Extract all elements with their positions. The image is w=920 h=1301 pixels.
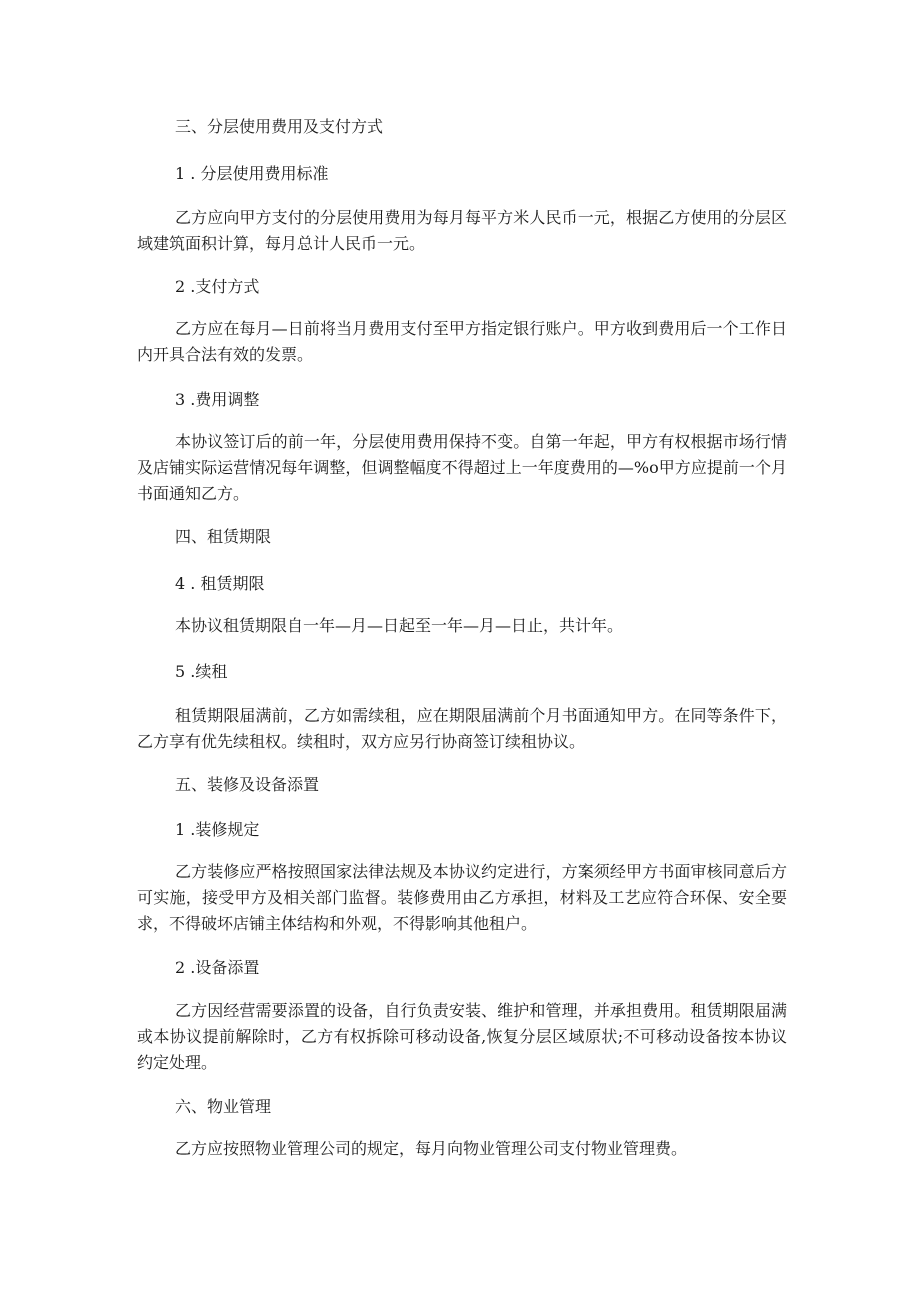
paragraph-property-management: 乙方应按照物业管理公司的规定，每月向物业管理公司支付物业管理费。 [175, 1139, 688, 1158]
paragraph-lease-term: 本协议租赁期限自一年—月—日起至一年—月—日止，共计年。 [175, 616, 624, 635]
item-title-fee-adjustment: 3 .费用调整 [175, 390, 260, 409]
item-title-equipment: 2 .设备添置 [175, 958, 260, 977]
paragraph-payment-method: 乙方应在每月—日前将当月费用支付至甲方指定银行账户。甲方收到费用后一个工作日内开具合法有效的发票。 [137, 319, 787, 364]
section-heading-property-management: 六、物业管理 [175, 1097, 272, 1116]
item-title-fee-standard: 1 . 分层使用费用标准 [175, 164, 329, 183]
item-title-payment-method: 2 .支付方式 [175, 277, 260, 296]
paragraph-equipment: 乙方因经营需要添置的设备，自行负责安装、维护和管理，并承担费用。租赁期限届满或本协议提前解除时，乙方有权拆除可移动设备,恢复分层区域原状;不可移动设备按本协议约定处理。 [137, 1001, 787, 1072]
paragraph-fee-adjustment: 本协议签订后的前一年，分层使用费用保持不变。自第一年起，甲方有权根据市场行情及店铺实际运营情况每年调整，但调整幅度不得超过上一年度费用的—%o甲方应提前一个月书面通知乙方。 [137, 432, 787, 503]
section-heading-lease-term: 四、租赁期限 [175, 527, 272, 546]
item-title-renewal: 5 .续租 [175, 662, 228, 681]
paragraph-decoration-rules: 乙方装修应严格按照国家法律法规及本协议约定进行，方案须经甲方书面审核同意后方可实施，接受甲方及相关部门监督。装修费用由乙方承担，材料及工艺应符合环保、安全要求，不得破坏店铺主体结构和外观，不得影响其他租户。 [137, 862, 787, 933]
section-heading-decoration: 五、装修及设备添置 [175, 775, 320, 794]
item-title-decoration-rules: 1 .装修规定 [175, 820, 260, 839]
item-title-lease-term: 4 . 租赁期限 [175, 574, 265, 593]
paragraph-renewal: 租赁期限届满前，乙方如需续租，应在期限届满前个月书面通知甲方。在同等条件下，乙方享有优先续租权。续租时，双方应另行协商签订续租协议。 [137, 706, 787, 751]
paragraph-fee-standard: 乙方应向甲方支付的分层使用费用为每月每平方米人民币一元，根据乙方使用的分层区域建筑面积计算，每月总计人民币一元。 [137, 208, 787, 253]
section-heading-fee-payment: 三、分层使用费用及支付方式 [175, 117, 384, 136]
